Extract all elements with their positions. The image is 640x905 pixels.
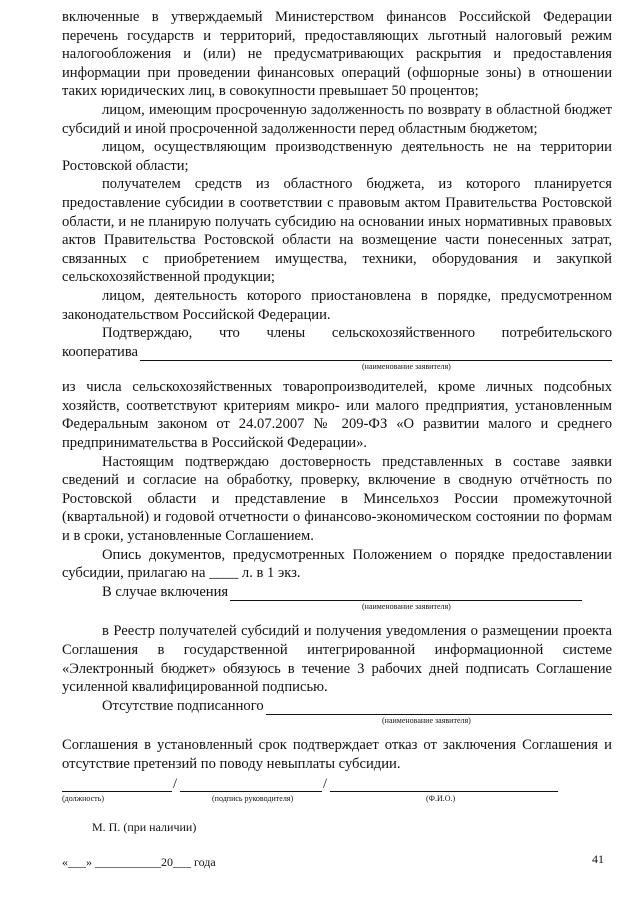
applicant-caption-2: (наименование заявителя) <box>362 602 451 612</box>
applicant-caption-3: (наименование заявителя) <box>382 716 471 726</box>
page-number: 41 <box>592 852 604 866</box>
inclusion-field-row <box>62 583 612 602</box>
unsigned-field-row <box>62 697 612 716</box>
paragraph-suspended: лицом, деятельность которого приостановлена в порядке, предусмотренном законодательством Российской Федерации. <box>62 287 612 323</box>
paragraph-debt: лицом, имеющим просроченную задолженность по возврату в областной бюджет субсидий и иной просроченной задолженности перед областным бюджетом; <box>62 101 612 137</box>
cooperative-name-line[interactable] <box>140 346 612 361</box>
paragraph-recipient: получателем средств из областного бюджета, из которого планируется предоставление субсидии в соответствии с правовым актом Правительства Ростовской области, и не планирую получать субсидию на основании иных нормативных правовых актов Правительства Ростовской области на возмещение части понесенных затрат, связанных с приобретением имущества, техники, оборудования и закупкой сельскохозяйственной продукции; <box>62 176 612 286</box>
signature-captions <box>62 794 612 808</box>
unsigned-label: Отсутствие подписанного <box>102 697 264 714</box>
signature-row: / / <box>62 774 612 794</box>
date-line[interactable]: «___» ___________20___ года <box>62 854 216 869</box>
paragraph-inventory: Опись документов, предусмотренных Положением о порядке предоставлении субсидии, прилагаю на ____ л. в 1 экз. <box>62 546 612 582</box>
paragraph-offshore: включенные в утверждаемый Министерством финансов Российской Федерации перечень государств и территорий, предоставляющих льготный налоговый режим налогообложения и (или) не предусматривающих раскрытия и предоставления информации при проведении финансовых операций (офшорные зоны) в отношении таких юридических лиц, в совокупности превышает 50 процентов; <box>62 9 612 100</box>
inclusion-name-line[interactable] <box>230 586 582 601</box>
paragraph-criteria: из числа сельскохозяйственных товаропроизводителей, кроме личных подсобных хозяйств, соответствуют критериям микро- или малого предприятия, установленным Федеральным законом от 24.07.2007 № 209-ФЗ «О развитии малого и среднего предпринимательства в Российской Федерации». <box>62 379 612 452</box>
paragraph-territory: лицом, осуществляющим производственную деятельность не на территории Ростовской области; <box>62 139 612 174</box>
signature-caption: (подпись руководителя) <box>212 793 294 803</box>
cooperative-field-row <box>62 343 612 362</box>
paragraph-consent: Настоящим подтверждаю достоверность представленных в составе заявки сведений и согласие на обработку, проверку, включение в сводную отчётность по Ростовской области и представление в Минсельхоз России промежуточной (квартальной) и годовой отчетности о финансово-экономическом состоянии по формам и в сроки, установленные Соглашением. <box>62 453 612 545</box>
cooperative-label: кооператива <box>62 343 138 360</box>
applicant-caption-1: (наименование заявителя) <box>362 362 451 372</box>
paragraph-refusal: Соглашения в установленный срок подтверждает отказ от заключения Соглашения и отсутствие претензий по поводу невыплаты субсидии. <box>62 737 612 772</box>
paragraph-registry: в Реестр получателей субсидий и получения уведомления о размещении проекта Соглашения в государственной интегрированной информационной системе «Электронный бюджет» обязуюсь в течение 3 рабочих дней подписать Соглашение усиленной квалифицированной подписью. <box>62 623 612 696</box>
paragraph-confirm-members: Подтверждаю, что члены сельскохозяйственного потребительского <box>102 325 612 342</box>
stamp-note: М. П. (при наличии) <box>92 819 197 834</box>
position-caption: (должность) <box>62 793 104 803</box>
fio-caption: (Ф.И.О.) <box>426 793 456 803</box>
inclusion-label: В случае включения <box>102 583 229 600</box>
fio-line[interactable] <box>330 779 558 792</box>
document-page <box>62 8 612 870</box>
signature-line[interactable] <box>180 779 322 792</box>
position-line[interactable] <box>62 779 172 792</box>
unsigned-name-line[interactable] <box>266 700 612 715</box>
